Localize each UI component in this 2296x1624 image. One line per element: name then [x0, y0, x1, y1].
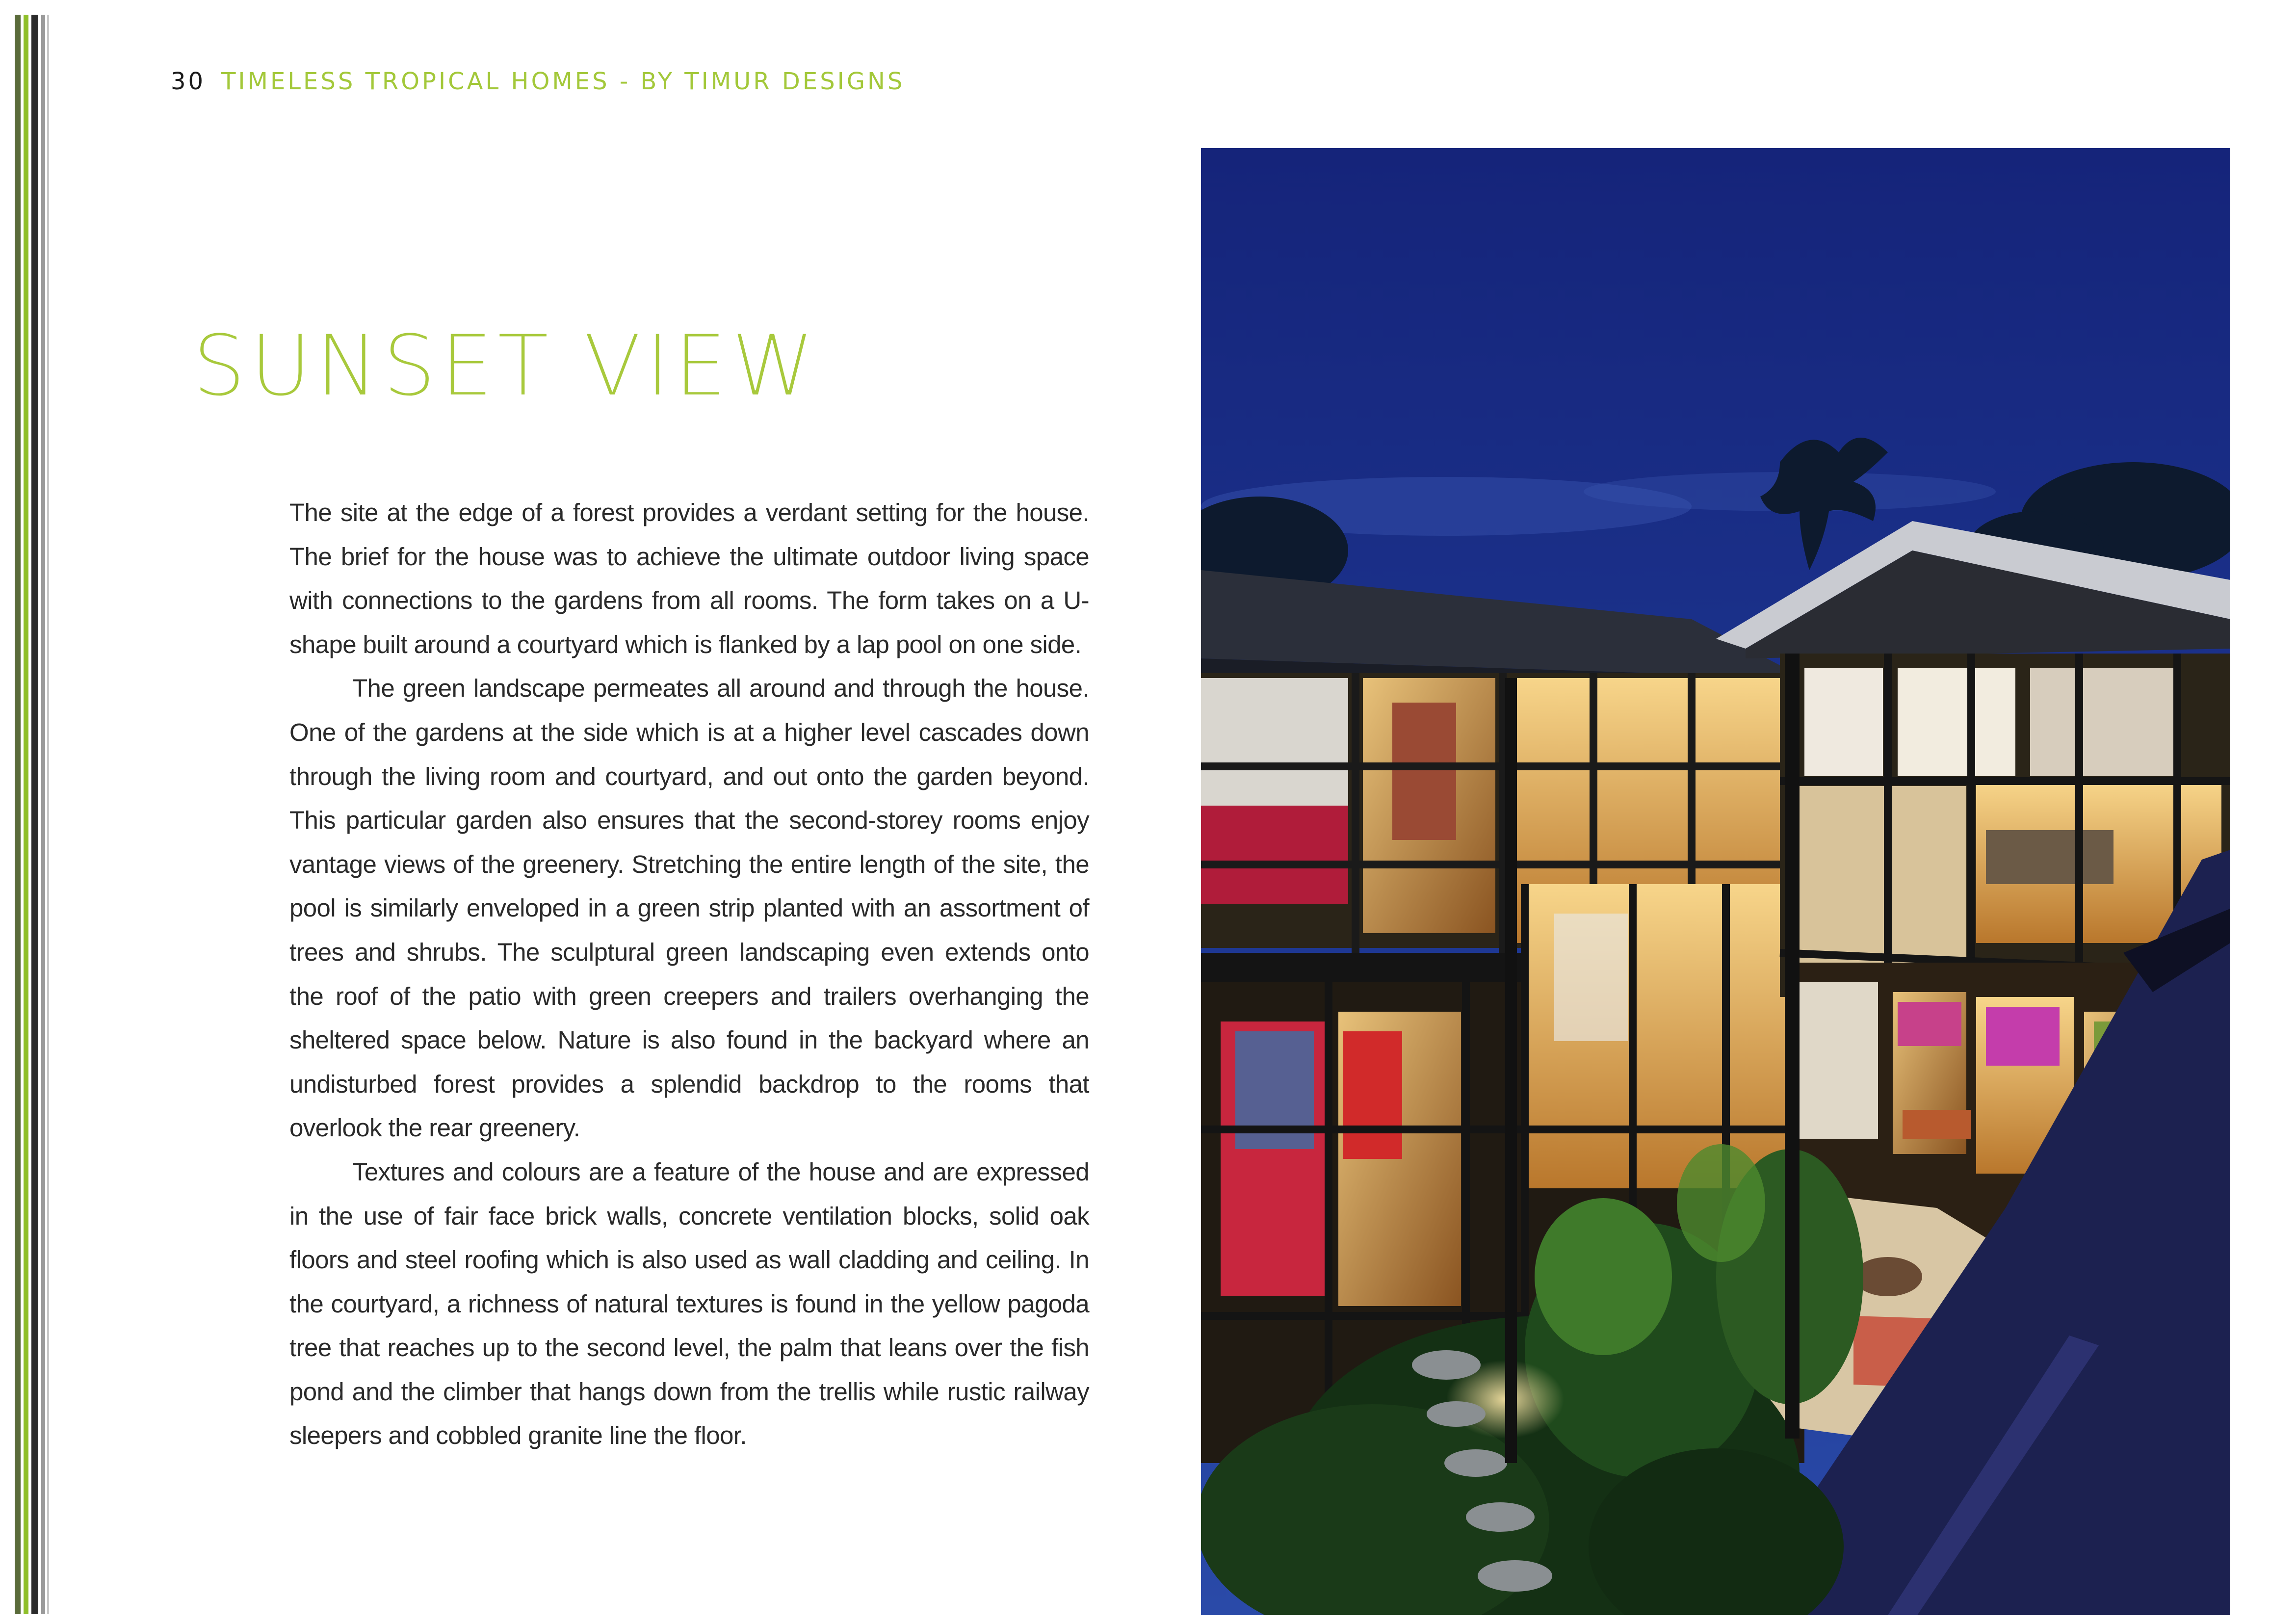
house-photo: [1201, 148, 2230, 1615]
spine-stripe: [31, 15, 38, 1614]
book-title: TIMELESS TROPICAL HOMES - BY TIMUR DESIGNS: [221, 68, 905, 95]
spine-stripe: [41, 15, 45, 1614]
spine-stripe: [15, 15, 21, 1614]
paragraph: The green landscape permeates all around and through the house. One of the gardens at the side which is at a higher level cascades down through the living room and courtyard, and out onto the garden beyond. This particular garden also ensures that the second-storey rooms enjoy vantage views of the greenery. Stretching the entire length of the site, the pool is similarly enveloped in a green strip planted with an assortment of trees and shrubs. The sculptural green landscaping even extends onto the roof of the patio with green creepers and trailers overhanging the sheltered space below. Nature is also found in the backyard where an undisturbed forest provides a splendid backdrop to the rooms that overlook the rear greenery.: [289, 674, 1089, 1142]
paragraph: The site at the edge of a forest provides a verdant setting for the house. The brief for the house was to achieve the ultimate outdoor living space with connections to the gardens from all rooms. The form takes on a U-shape built around a courtyard which is flanked by a lap pool on one side.: [289, 498, 1089, 658]
binding-edge: [0, 0, 54, 1624]
section-heading: SUNSET VIEW: [192, 316, 819, 415]
spine-stripe: [47, 15, 49, 1614]
paragraph: Textures and colours are a feature of the house and are expressed in the use of fair face brick walls, concrete ventilation blocks, solid oak floors and steel roofing which is also used as wall cladding and ceiling. In the courtyard, a richness of natural textures is found in the yellow pagoda tree that reaches up to the second level, the palm that leans over the fish pond and the climber that hangs down from the trellis while rustic railway sleepers and cobbled granite line the floor.: [289, 1157, 1089, 1450]
page-number: 30: [171, 68, 206, 95]
running-head: [171, 68, 905, 95]
spine-stripe: [24, 15, 28, 1614]
article-body: [289, 491, 1089, 1458]
